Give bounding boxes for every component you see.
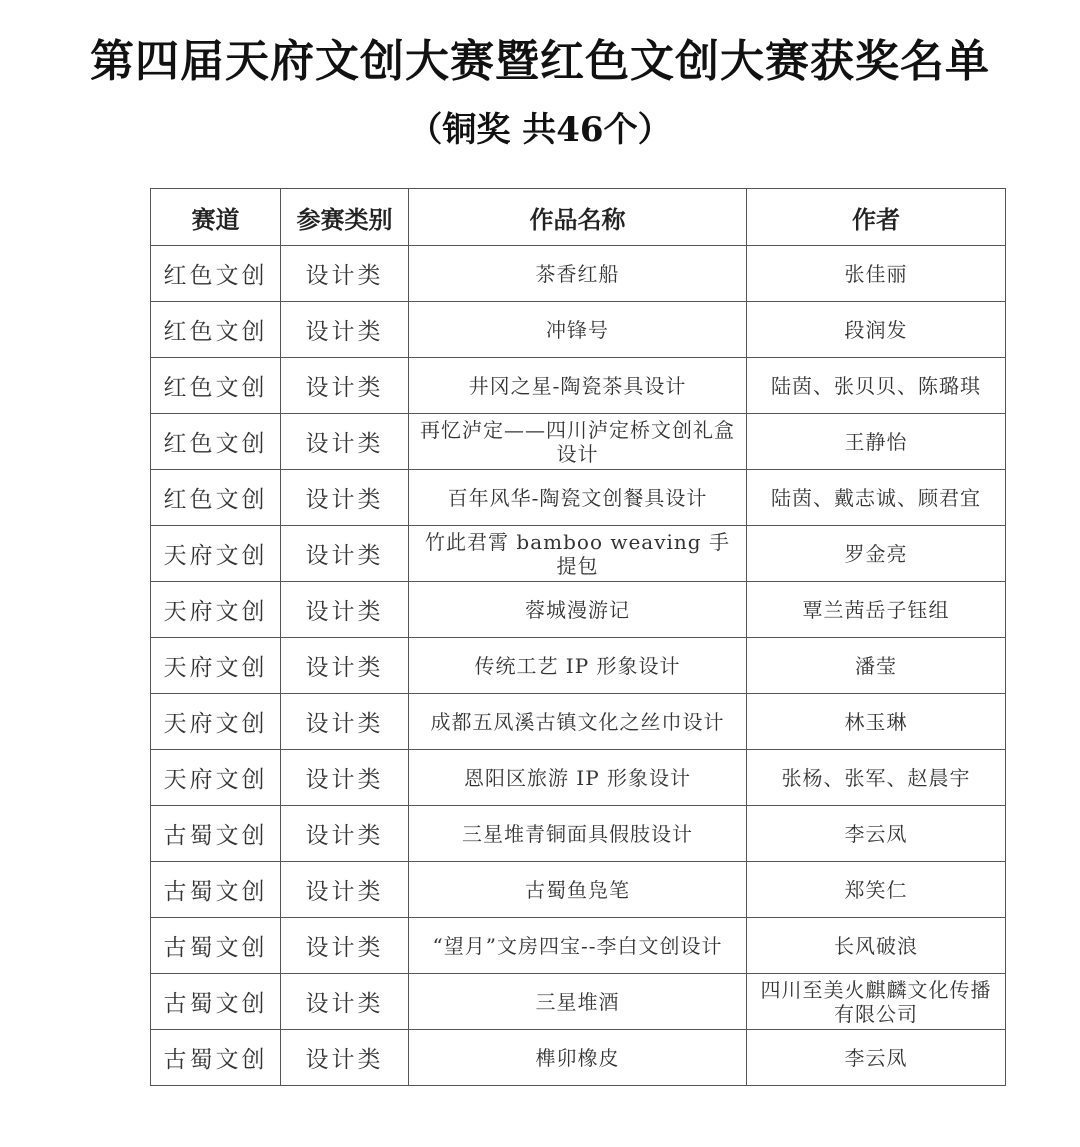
cell-work: 冲锋号 xyxy=(409,302,747,358)
cell-author: 张佳丽 xyxy=(747,246,1006,302)
cell-category: 设计类 xyxy=(281,638,409,694)
cell-author: 王静怡 xyxy=(747,414,1006,470)
table-row xyxy=(151,414,1006,470)
table-row xyxy=(151,470,1006,526)
cell-author: 陆茵、张贝贝、陈璐琪 xyxy=(747,358,1006,414)
table-row xyxy=(151,974,1006,1030)
cell-category: 设计类 xyxy=(281,750,409,806)
cell-track: 红色文创 xyxy=(151,414,281,470)
cell-category: 设计类 xyxy=(281,470,409,526)
document-subtitle: （铜奖 共46个） xyxy=(408,110,672,150)
document-title: 第四届天府文创大赛暨红色文创大赛获奖名单 xyxy=(90,36,990,87)
cell-category: 设计类 xyxy=(281,582,409,638)
table-row xyxy=(151,638,1006,694)
table-row xyxy=(151,918,1006,974)
cell-category: 设计类 xyxy=(281,302,409,358)
table-body xyxy=(151,246,1006,1086)
award-table xyxy=(150,188,1006,1086)
cell-author: 李云凤 xyxy=(747,806,1006,862)
cell-work: “望月”文房四宝--李白文创设计 xyxy=(409,918,747,974)
cell-author: 李云凤 xyxy=(747,1030,1006,1086)
header-work: 作品名称 xyxy=(409,189,747,246)
cell-author: 林玉琳 xyxy=(747,694,1006,750)
cell-category: 设计类 xyxy=(281,862,409,918)
cell-author: 段润发 xyxy=(747,302,1006,358)
header-category: 参赛类别 xyxy=(281,189,409,246)
table-row xyxy=(151,806,1006,862)
cell-author: 四川至美火麒麟文化传播有限公司 xyxy=(747,974,1006,1030)
cell-author: 张杨、张军、赵晨宇 xyxy=(747,750,1006,806)
cell-work: 恩阳区旅游 IP 形象设计 xyxy=(409,750,747,806)
cell-work: 古蜀鱼凫笔 xyxy=(409,862,747,918)
header-author: 作者 xyxy=(747,189,1006,246)
cell-track: 古蜀文创 xyxy=(151,918,281,974)
cell-category: 设计类 xyxy=(281,246,409,302)
cell-track: 红色文创 xyxy=(151,358,281,414)
table-row xyxy=(151,302,1006,358)
cell-category: 设计类 xyxy=(281,694,409,750)
cell-category: 设计类 xyxy=(281,358,409,414)
cell-track: 古蜀文创 xyxy=(151,806,281,862)
cell-track: 红色文创 xyxy=(151,302,281,358)
table-row xyxy=(151,582,1006,638)
cell-work: 再忆泸定——四川泸定桥文创礼盒设计 xyxy=(409,414,747,470)
cell-work: 井冈之星-陶瓷茶具设计 xyxy=(409,358,747,414)
cell-category: 设计类 xyxy=(281,414,409,470)
cell-track: 天府文创 xyxy=(151,638,281,694)
cell-work: 百年风华-陶瓷文创餐具设计 xyxy=(409,470,747,526)
cell-work: 三星堆青铜面具假肢设计 xyxy=(409,806,747,862)
cell-author: 潘莹 xyxy=(747,638,1006,694)
table-row xyxy=(151,1030,1006,1086)
cell-work: 茶香红船 xyxy=(409,246,747,302)
cell-work: 传统工艺 IP 形象设计 xyxy=(409,638,747,694)
cell-work: 榫卯橡皮 xyxy=(409,1030,747,1086)
cell-track: 天府文创 xyxy=(151,750,281,806)
table-row xyxy=(151,694,1006,750)
cell-category: 设计类 xyxy=(281,1030,409,1086)
cell-category: 设计类 xyxy=(281,806,409,862)
table-row xyxy=(151,526,1006,582)
cell-track: 红色文创 xyxy=(151,470,281,526)
cell-author: 郑笑仁 xyxy=(747,862,1006,918)
cell-author: 罗金亮 xyxy=(747,526,1006,582)
cell-track: 古蜀文创 xyxy=(151,974,281,1030)
cell-track: 红色文创 xyxy=(151,246,281,302)
cell-category: 设计类 xyxy=(281,526,409,582)
cell-track: 天府文创 xyxy=(151,526,281,582)
cell-category: 设计类 xyxy=(281,974,409,1030)
cell-work: 竹此君霄 bamboo weaving 手提包 xyxy=(409,526,747,582)
cell-author: 长风破浪 xyxy=(747,918,1006,974)
cell-author: 覃兰茜岳子钰组 xyxy=(747,582,1006,638)
cell-work: 成都五凤溪古镇文化之丝巾设计 xyxy=(409,694,747,750)
table-header-row xyxy=(151,189,1006,246)
cell-work: 蓉城漫游记 xyxy=(409,582,747,638)
table-row xyxy=(151,246,1006,302)
table-row xyxy=(151,358,1006,414)
cell-track: 天府文创 xyxy=(151,582,281,638)
cell-category: 设计类 xyxy=(281,918,409,974)
table-row xyxy=(151,862,1006,918)
cell-author: 陆茵、戴志诚、顾君宜 xyxy=(747,470,1006,526)
cell-track: 古蜀文创 xyxy=(151,862,281,918)
cell-track: 天府文创 xyxy=(151,694,281,750)
cell-work: 三星堆酒 xyxy=(409,974,747,1030)
table-row xyxy=(151,750,1006,806)
header-track: 赛道 xyxy=(151,189,281,246)
cell-track: 古蜀文创 xyxy=(151,1030,281,1086)
